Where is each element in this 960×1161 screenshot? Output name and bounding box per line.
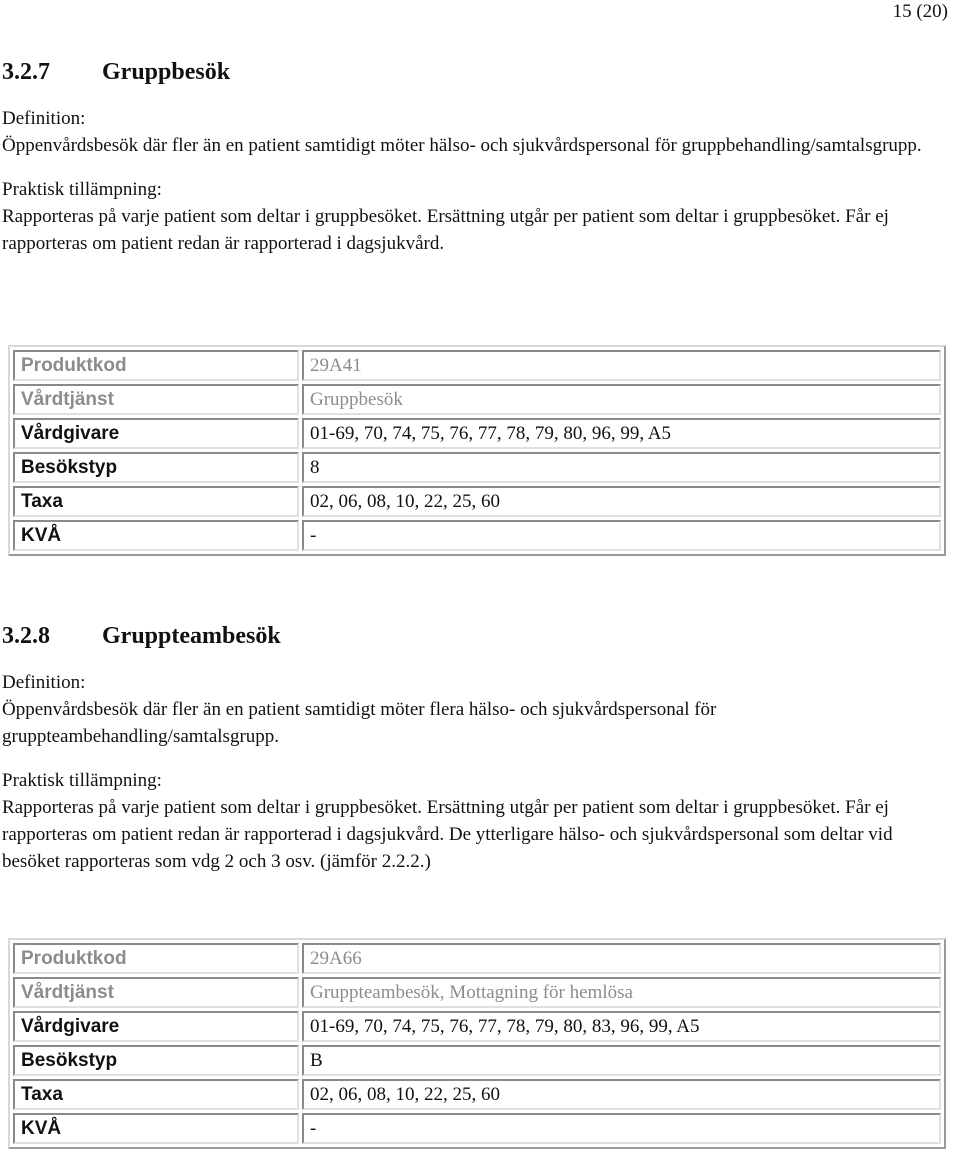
row-key: Vårdtjänst: [13, 384, 299, 415]
practice-label: Praktisk tillämpning:: [2, 770, 162, 791]
table-row: [13, 1079, 941, 1110]
row-key: Produktkod: [13, 350, 299, 381]
section-title: Gruppbesök: [102, 59, 231, 85]
definition-label: Definition:: [2, 108, 86, 129]
row-key: Besökstyp: [13, 452, 299, 483]
section-heading: [2, 620, 952, 652]
table-row: [13, 486, 941, 517]
row-key: Vårdgivare: [13, 1011, 299, 1042]
row-value: Gruppteambesök, Mottagning för hemlösa: [302, 977, 941, 1008]
section-title: Gruppteambesök: [102, 623, 281, 649]
row-key: Taxa: [13, 486, 299, 517]
definition-text: Öppenvårdsbesök där fler än en patient samtidigt möter hälso- och sjukvårdspersonal för gruppbehandling/samtalsgrupp.: [2, 135, 922, 156]
row-key: KVÅ: [13, 1113, 299, 1144]
table-row: [13, 452, 941, 483]
row-value: -: [302, 520, 941, 551]
row-value: B: [302, 1045, 941, 1076]
practice-label: Praktisk tillämpning:: [2, 179, 162, 200]
product-table-29A41: [8, 345, 946, 556]
row-value: 01-69, 70, 74, 75, 76, 77, 78, 79, 80, 83, 96, 99, A5: [302, 1011, 941, 1042]
practice-text: Rapporteras på varje patient som deltar i gruppbesöket. Ersättning utgår per patient som deltar i gruppbesöket. Får ej rapporteras om patient redan är rapporterad i dagsjukvård. De ytterligare hälso- och sjukvårdspersonal som deltar vid besöket rapporteras som vdg 2 och 3 osv. (jämför 2.2.2.): [2, 797, 893, 872]
table-row: [13, 418, 941, 449]
definition-label: Definition:: [2, 672, 86, 693]
section-heading: [2, 56, 952, 88]
row-key: KVÅ: [13, 520, 299, 551]
section-gruppbesok: [2, 56, 952, 257]
table-row: [13, 1045, 941, 1076]
row-value: 01-69, 70, 74, 75, 76, 77, 78, 79, 80, 96, 99, A5: [302, 418, 941, 449]
row-value: 02, 06, 08, 10, 22, 25, 60: [302, 1079, 941, 1110]
table-row: [13, 977, 941, 1008]
row-value: 8: [302, 452, 941, 483]
table-row: [13, 520, 941, 551]
table-row: [13, 384, 941, 415]
table-row: [13, 1113, 941, 1144]
row-value: Gruppbesök: [302, 384, 941, 415]
definition-text: Öppenvårdsbesök där fler än en patient samtidigt möter flera hälso- och sjukvårdspersonal för gruppteambehandling/samtalsgrupp.: [2, 699, 717, 747]
product-table-29A66: [8, 938, 946, 1149]
section-number: 3.2.8: [2, 623, 50, 649]
table-row: [13, 350, 941, 381]
row-value: 29A66: [302, 943, 941, 974]
row-key: Produktkod: [13, 943, 299, 974]
row-key: Taxa: [13, 1079, 299, 1110]
row-value: -: [302, 1113, 941, 1144]
row-key: Besökstyp: [13, 1045, 299, 1076]
row-key: Vårdgivare: [13, 418, 299, 449]
row-value: 29A41: [302, 350, 941, 381]
practice-text: Rapporteras på varje patient som deltar i gruppbesöket. Ersättning utgår per patient som deltar i gruppbesöket. Får ej rapporteras om patient redan är rapporterad i dagsjukvård.: [2, 206, 889, 254]
row-key: Vårdtjänst: [13, 977, 299, 1008]
row-value: 02, 06, 08, 10, 22, 25, 60: [302, 486, 941, 517]
section-number: 3.2.7: [2, 59, 50, 85]
section-gruppteambesok: [2, 620, 952, 875]
table-row: [13, 943, 941, 974]
page-number: 15 (20): [892, 1, 948, 22]
table-row: [13, 1011, 941, 1042]
